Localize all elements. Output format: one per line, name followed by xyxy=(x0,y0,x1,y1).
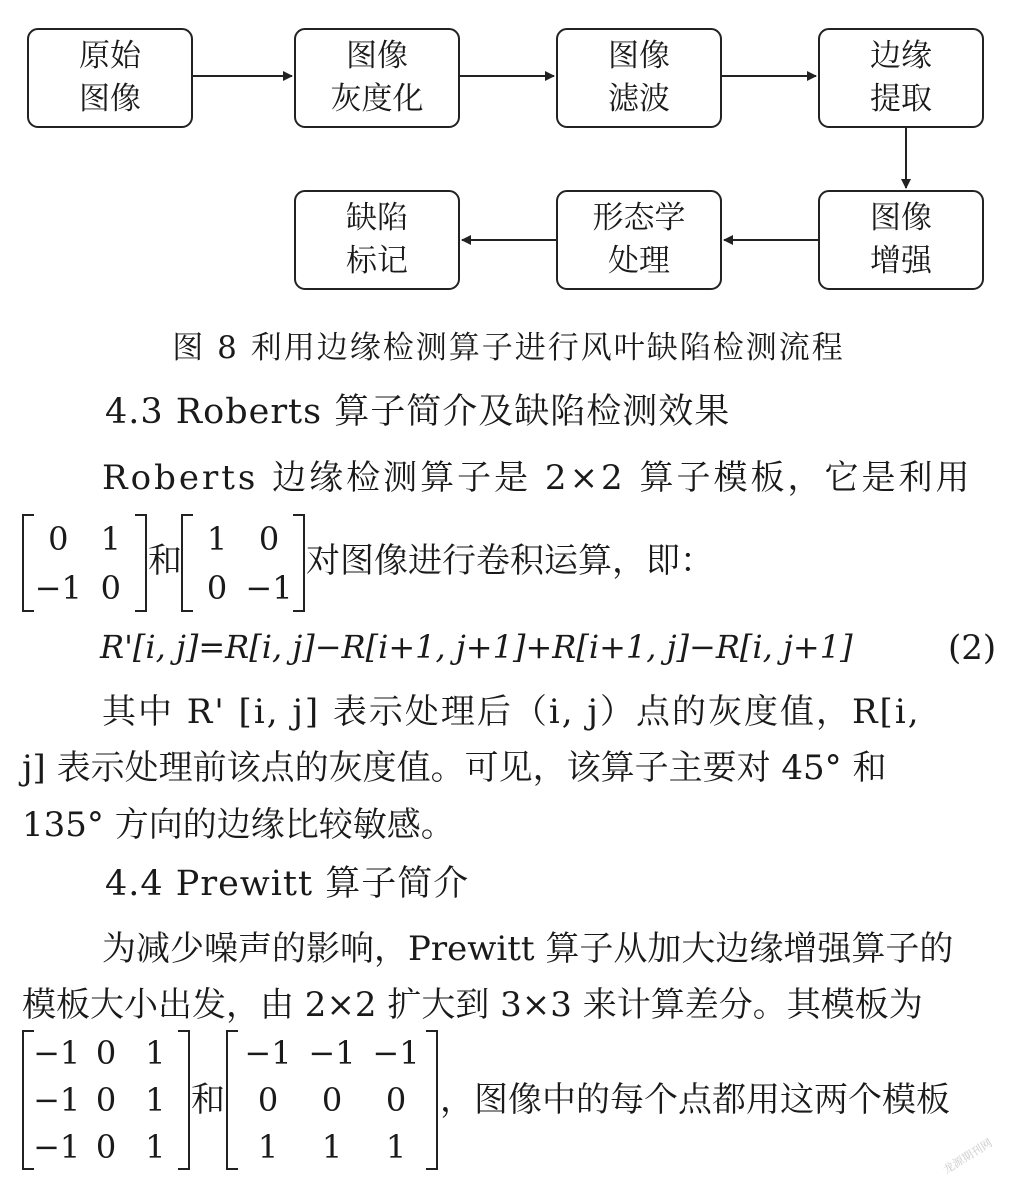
flow-box-line: 标记 xyxy=(346,243,408,279)
flow-box-line: 灰度化 xyxy=(330,81,424,117)
prewitt-matrix-d xyxy=(226,1030,438,1170)
formula-lhs: R'[i, j] xyxy=(100,628,199,666)
flow-box-line: 提取 xyxy=(870,81,932,117)
matrix-cell: 1 xyxy=(321,1127,343,1166)
flow-box-line: 图像 xyxy=(79,81,141,117)
section-heading-4-3: 4.3 Roberts 算子简介及缺陷检测效果 xyxy=(105,392,731,432)
matrix-cell: −1 xyxy=(34,568,82,607)
flow-box-line: 滤波 xyxy=(608,81,670,117)
matrix-cell: −1 xyxy=(33,1127,81,1166)
paragraph-line: 135° 方向的边缘比较敏感。 xyxy=(22,805,455,845)
matrix-cell: −1 xyxy=(308,1034,356,1073)
matrix-cell: 0 xyxy=(321,1080,343,1119)
matrix-cell: 0 xyxy=(385,1080,407,1119)
matrix-cell: 0 xyxy=(95,1127,117,1166)
flow-box-line: 增强 xyxy=(870,243,932,279)
flow-box-line: 处理 xyxy=(608,243,670,279)
flow-box-line: 图像 xyxy=(346,38,408,74)
matrix-cell: −1 xyxy=(245,568,293,607)
flow-box-line: 边缘 xyxy=(870,38,932,74)
figure-caption: 图 8 利用边缘检测算子进行风叶缺陷检测流程 xyxy=(172,330,845,366)
watermark: 龙源期刊网 xyxy=(940,1136,995,1177)
matrix-cell: 0 xyxy=(48,519,69,558)
formula-rhs: =R[i, j]−R[i+1, j+1]+R[i+1, j]−R[i, j+1] xyxy=(198,628,853,666)
flowchart-arrows xyxy=(0,0,1017,320)
conjunction-and: 和 xyxy=(191,1080,225,1120)
matrix-cell: −1 xyxy=(372,1034,420,1073)
paragraph-line: ，图像中的每个点都用这两个模板 xyxy=(440,1080,950,1120)
flow-box-line: 形态学 xyxy=(592,200,686,236)
paragraph-line: Roberts 边缘检测算子是 2×2 算子模板，它是利用 xyxy=(102,458,973,498)
paragraph-line: j] 表示处理前该点的灰度值。可见，该算子主要对 45° 和 xyxy=(22,748,887,788)
matrix-cell: 0 xyxy=(95,1034,117,1073)
paragraph-line: 其中 R' [i, j] 表示处理后（i, j）点的灰度值，R[i, xyxy=(102,692,921,732)
matrix-cell: −1 xyxy=(33,1034,81,1073)
matrix-cell: 0 xyxy=(95,1080,117,1119)
matrix-cell: 0 xyxy=(257,1080,279,1119)
section-heading-4-4: 4.4 Prewitt 算子简介 xyxy=(105,864,470,904)
roberts-matrix-b xyxy=(181,514,305,612)
matrix-cell: 1 xyxy=(385,1127,407,1166)
paragraph-line: 为减少噪声的影响，Prewitt 算子从加大边缘增强算子的 xyxy=(102,929,954,969)
matrix-cell: −1 xyxy=(33,1080,81,1119)
conjunction-and: 和 xyxy=(148,541,182,581)
flow-box-line: 图像 xyxy=(870,200,932,236)
matrix-cell: 1 xyxy=(257,1127,279,1166)
matrix-cell: 0 xyxy=(258,519,280,558)
flow-box-line: 图像 xyxy=(608,38,670,74)
formula-2 xyxy=(100,628,853,666)
prewitt-matrix-c xyxy=(22,1030,190,1170)
paragraph-line: 模板大小出发，由 2×2 扩大到 3×3 来计算差分。其模板为 xyxy=(22,985,923,1025)
matrix-cell: −1 xyxy=(244,1034,292,1073)
matrix-cell: 1 xyxy=(145,1127,166,1166)
matrix-cell: 1 xyxy=(145,1034,166,1073)
matrix-cell: 0 xyxy=(206,568,228,607)
matrix-cell: 0 xyxy=(100,568,121,607)
flow-box-line: 缺陷 xyxy=(346,200,408,236)
matrix-cell: 1 xyxy=(206,519,228,558)
paragraph-line: 对图像进行卷积运算，即： xyxy=(306,541,714,581)
flow-box-line: 原始 xyxy=(79,38,141,74)
roberts-matrix-a xyxy=(22,514,147,612)
formula-number: (2) xyxy=(948,628,997,668)
matrix-cell: 1 xyxy=(145,1080,166,1119)
matrix-cell: 1 xyxy=(100,519,121,558)
